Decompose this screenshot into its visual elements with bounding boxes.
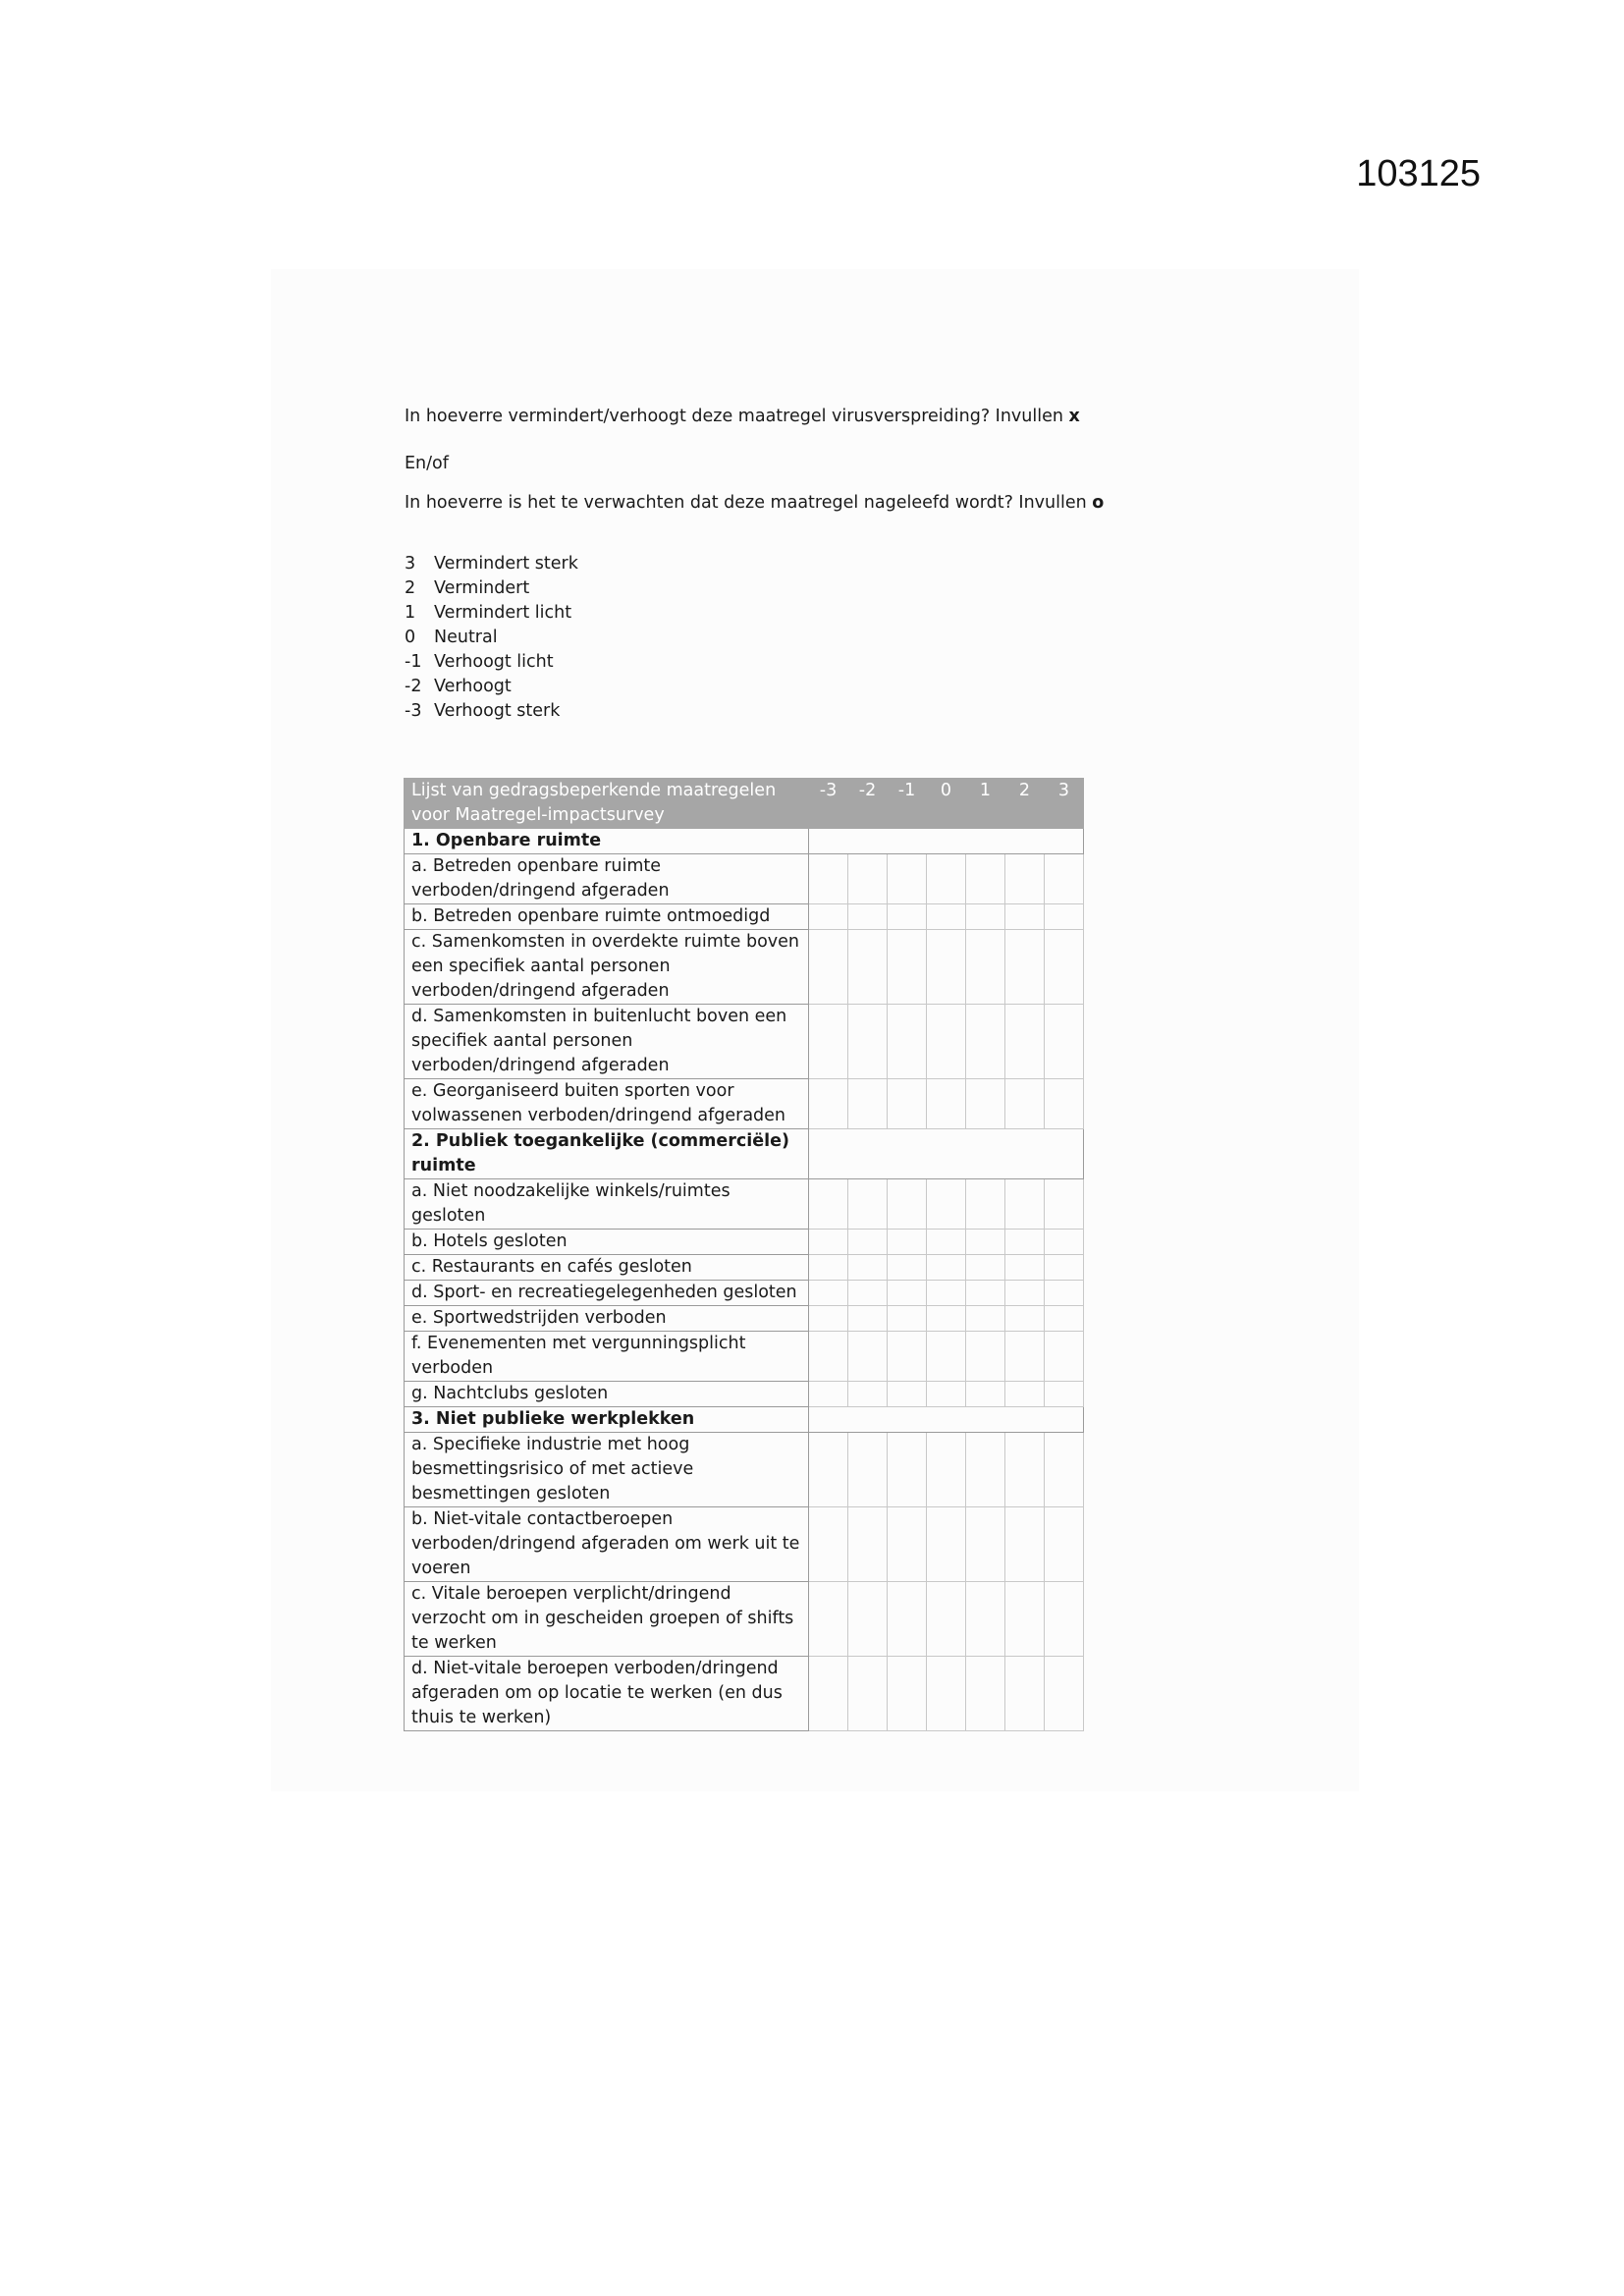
rating-cell[interactable] [966, 1281, 1005, 1306]
rating-cell[interactable] [888, 1657, 927, 1731]
rating-cell[interactable] [1005, 1332, 1045, 1382]
question-spread-mark: x [1068, 407, 1080, 426]
legend-row [405, 626, 578, 650]
section-title: 1. Openbare ruimte [405, 829, 809, 854]
rating-cell[interactable] [1045, 1255, 1084, 1281]
rating-cell[interactable] [1045, 1657, 1084, 1731]
document-number: 103125 [1356, 153, 1481, 194]
rating-cell[interactable] [1005, 1230, 1045, 1255]
legend-value: -1 [405, 652, 422, 672]
rating-cell[interactable] [809, 1657, 848, 1731]
table-header-title: Lijst van gedragsbeperkende maatregelen voor Maatregel-impactsurvey [405, 779, 809, 829]
rating-cell[interactable] [966, 1079, 1005, 1129]
legend-value: 2 [405, 578, 416, 598]
legend-row [405, 601, 578, 626]
legend-value: 1 [405, 603, 416, 623]
measure-label: a. Niet noodzakelijke winkels/ruimtes gesloten [405, 1179, 809, 1230]
section-spacer [809, 1129, 1084, 1179]
rating-cell[interactable] [1005, 1179, 1045, 1230]
section-spacer [809, 1407, 1084, 1433]
rating-cell[interactable] [927, 1433, 966, 1507]
rating-cell[interactable] [809, 1433, 848, 1507]
and-or-label: En/of [405, 454, 449, 473]
rating-cell[interactable] [966, 1306, 1005, 1332]
table-row [405, 1306, 1084, 1332]
section-title: 2. Publiek toegankelijke (commerciële) ruimte [405, 1129, 809, 1179]
rating-cell[interactable] [848, 1306, 888, 1332]
table-row [405, 1507, 1084, 1582]
rating-cell[interactable] [927, 904, 966, 930]
table-row [405, 1582, 1084, 1657]
rating-cell[interactable] [888, 930, 927, 1005]
legend-label: Verhoogt [434, 677, 512, 696]
legend-value: 3 [405, 554, 416, 574]
scale-header: -1 [888, 779, 927, 829]
rating-cell[interactable] [848, 1657, 888, 1731]
rating-cell[interactable] [966, 1005, 1005, 1079]
legend-row [405, 699, 578, 724]
rating-cell[interactable] [966, 1382, 1005, 1407]
rating-cell[interactable] [927, 1179, 966, 1230]
rating-cell[interactable] [1005, 904, 1045, 930]
rating-cell[interactable] [888, 1332, 927, 1382]
rating-cell[interactable] [927, 1306, 966, 1332]
rating-cell[interactable] [966, 1230, 1005, 1255]
rating-cell[interactable] [888, 1306, 927, 1332]
rating-cell[interactable] [966, 1255, 1005, 1281]
legend-label: Verhoogt licht [434, 652, 554, 672]
rating-cell[interactable] [888, 1433, 927, 1507]
rating-cell[interactable] [809, 904, 848, 930]
question-spread-text: In hoeverre vermindert/verhoogt deze maatregel virusverspreiding? Invullen [405, 407, 1069, 426]
legend-row [405, 675, 578, 699]
rating-cell[interactable] [1005, 1005, 1045, 1079]
table-row [405, 854, 1084, 904]
rating-cell[interactable] [809, 854, 848, 904]
rating-cell[interactable] [848, 1433, 888, 1507]
rating-cell[interactable] [888, 1179, 927, 1230]
rating-cell[interactable] [809, 1079, 848, 1129]
rating-cell[interactable] [927, 930, 966, 1005]
rating-cell[interactable] [848, 1079, 888, 1129]
rating-cell[interactable] [966, 930, 1005, 1005]
rating-cell[interactable] [888, 1079, 927, 1129]
rating-cell[interactable] [888, 854, 927, 904]
rating-cell[interactable] [1045, 1507, 1084, 1582]
rating-cell[interactable] [1045, 1332, 1084, 1382]
question-compliance [405, 493, 1104, 513]
table-row [405, 1230, 1084, 1255]
rating-cell[interactable] [1045, 1582, 1084, 1657]
section-row [405, 1407, 1084, 1433]
measure-label: b. Niet-vitale contactberoepen verboden/dringend afgeraden om werk uit te voeren [405, 1507, 809, 1582]
rating-cell[interactable] [848, 1230, 888, 1255]
rating-cell[interactable] [1045, 1382, 1084, 1407]
legend-label: Vermindert [434, 578, 530, 598]
table-row [405, 1079, 1084, 1129]
measure-label: b. Betreden openbare ruimte ontmoedigd [405, 904, 809, 930]
legend-label: Vermindert licht [434, 603, 572, 623]
scale-header: 1 [966, 779, 1005, 829]
measure-label: d. Samenkomsten in buitenlucht boven een specifiek aantal personen verboden/dringend afgeraden [405, 1005, 809, 1079]
rating-cell[interactable] [1045, 1306, 1084, 1332]
rating-cell[interactable] [927, 854, 966, 904]
rating-cell[interactable] [1045, 930, 1084, 1005]
table-row [405, 1332, 1084, 1382]
rating-cell[interactable] [848, 1332, 888, 1382]
legend-label: Verhoogt sterk [434, 701, 561, 721]
rating-cell[interactable] [809, 930, 848, 1005]
rating-cell[interactable] [848, 1005, 888, 1079]
rating-cell[interactable] [1005, 1255, 1045, 1281]
rating-cell[interactable] [966, 1657, 1005, 1731]
rating-cell[interactable] [1005, 1281, 1045, 1306]
rating-cell[interactable] [809, 1507, 848, 1582]
question-compliance-mark: o [1092, 493, 1105, 513]
section-row [405, 829, 1084, 854]
measure-label: c. Restaurants en cafés gesloten [405, 1255, 809, 1281]
legend-value: -3 [405, 701, 422, 721]
rating-cell[interactable] [1005, 1079, 1045, 1129]
rating-cell[interactable] [888, 1255, 927, 1281]
table-row [405, 1382, 1084, 1407]
rating-cell[interactable] [927, 1230, 966, 1255]
measure-label: d. Sport- en recreatiegelegenheden gesloten [405, 1281, 809, 1306]
rating-cell[interactable] [927, 1079, 966, 1129]
rating-cell[interactable] [1005, 1433, 1045, 1507]
table-row [405, 930, 1084, 1005]
question-spread [405, 407, 1080, 426]
rating-cell[interactable] [809, 1230, 848, 1255]
rating-cell[interactable] [1045, 1230, 1084, 1255]
rating-cell[interactable] [848, 1281, 888, 1306]
rating-cell[interactable] [966, 1179, 1005, 1230]
legend-value: -2 [405, 677, 422, 696]
rating-cell[interactable] [809, 1382, 848, 1407]
measure-label: e. Sportwedstrijden verboden [405, 1306, 809, 1332]
section-spacer [809, 829, 1084, 854]
table-row [405, 1179, 1084, 1230]
measure-label: f. Evenementen met vergunningsplicht verboden [405, 1332, 809, 1382]
scale-header: -3 [809, 779, 848, 829]
legend-row [405, 552, 578, 576]
rating-cell[interactable] [888, 904, 927, 930]
rating-cell[interactable] [848, 1582, 888, 1657]
measures-table [404, 778, 1084, 1731]
scale-header: 0 [927, 779, 966, 829]
legend-value: 0 [405, 628, 416, 647]
rating-cell[interactable] [927, 1582, 966, 1657]
rating-cell[interactable] [927, 1332, 966, 1382]
table-header-row [405, 779, 1084, 829]
rating-cell[interactable] [966, 1332, 1005, 1382]
rating-cell[interactable] [1005, 1657, 1045, 1731]
rating-cell[interactable] [1005, 1306, 1045, 1332]
legend-label: Vermindert sterk [434, 554, 578, 574]
measure-label: d. Niet-vitale beroepen verboden/dringend afgeraden om op locatie te werken (en dus thuis te werken) [405, 1657, 809, 1731]
table-row [405, 1255, 1084, 1281]
rating-cell[interactable] [927, 1281, 966, 1306]
rating-cell[interactable] [1045, 1281, 1084, 1306]
rating-cell[interactable] [888, 1382, 927, 1407]
scale-header: 3 [1045, 779, 1084, 829]
rating-cell[interactable] [848, 854, 888, 904]
rating-cell[interactable] [848, 1507, 888, 1582]
rating-cell[interactable] [1045, 1433, 1084, 1507]
rating-cell[interactable] [1005, 930, 1045, 1005]
legend-label: Neutral [434, 628, 498, 647]
rating-cell[interactable] [927, 1382, 966, 1407]
rating-cell[interactable] [927, 1005, 966, 1079]
rating-cell[interactable] [848, 930, 888, 1005]
table-row [405, 1005, 1084, 1079]
section-title: 3. Niet publieke werkplekken [405, 1407, 809, 1433]
rating-cell[interactable] [927, 1507, 966, 1582]
measure-label: c. Samenkomsten in overdekte ruimte boven een specifiek aantal personen verboden/dringend afgeraden [405, 930, 809, 1005]
section-row [405, 1129, 1084, 1179]
rating-cell[interactable] [1045, 1079, 1084, 1129]
table-row [405, 1433, 1084, 1507]
rating-cell[interactable] [1005, 854, 1045, 904]
rating-cell[interactable] [848, 1179, 888, 1230]
rating-cell[interactable] [888, 1230, 927, 1255]
measure-label: b. Hotels gesloten [405, 1230, 809, 1255]
rating-cell[interactable] [966, 1507, 1005, 1582]
measure-label: g. Nachtclubs gesloten [405, 1382, 809, 1407]
rating-cell[interactable] [1045, 904, 1084, 930]
rating-cell[interactable] [888, 1005, 927, 1079]
rating-cell[interactable] [888, 1281, 927, 1306]
rating-cell[interactable] [966, 854, 1005, 904]
question-compliance-text: In hoeverre is het te verwachten dat deze maatregel nageleefd wordt? Invullen [405, 493, 1093, 513]
table-row [405, 904, 1084, 930]
rating-cell[interactable] [809, 1332, 848, 1382]
rating-cell[interactable] [1005, 1582, 1045, 1657]
rating-cell[interactable] [888, 1582, 927, 1657]
scale-header: 2 [1005, 779, 1045, 829]
legend-row [405, 576, 578, 601]
legend-row [405, 650, 578, 675]
rating-cell[interactable] [848, 904, 888, 930]
rating-cell[interactable] [966, 904, 1005, 930]
rating-cell[interactable] [1045, 854, 1084, 904]
rating-cell[interactable] [927, 1255, 966, 1281]
rating-cell[interactable] [927, 1657, 966, 1731]
rating-cell[interactable] [1045, 1005, 1084, 1079]
measure-label: c. Vitale beroepen verplicht/dringend verzocht om in gescheiden groepen of shifts te werken [405, 1582, 809, 1657]
scale-header: -2 [848, 779, 888, 829]
measure-label: e. Georganiseerd buiten sporten voor volwassenen verboden/dringend afgeraden [405, 1079, 809, 1129]
rating-cell[interactable] [1045, 1179, 1084, 1230]
rating-cell[interactable] [809, 1281, 848, 1306]
rating-cell[interactable] [809, 1255, 848, 1281]
rating-cell[interactable] [809, 1179, 848, 1230]
rating-cell[interactable] [809, 1306, 848, 1332]
rating-cell[interactable] [1005, 1507, 1045, 1582]
rating-cell[interactable] [848, 1255, 888, 1281]
rating-cell[interactable] [809, 1582, 848, 1657]
rating-cell[interactable] [848, 1382, 888, 1407]
table-row [405, 1281, 1084, 1306]
table-row [405, 1657, 1084, 1731]
rating-cell[interactable] [966, 1433, 1005, 1507]
measure-label: a. Betreden openbare ruimte verboden/dringend afgeraden [405, 854, 809, 904]
rating-cell[interactable] [809, 1005, 848, 1079]
scale-legend [405, 552, 578, 724]
rating-cell[interactable] [966, 1582, 1005, 1657]
measure-label: a. Specifieke industrie met hoog besmettingsrisico of met actieve besmettingen gesloten [405, 1433, 809, 1507]
rating-cell[interactable] [888, 1507, 927, 1582]
rating-cell[interactable] [1005, 1382, 1045, 1407]
